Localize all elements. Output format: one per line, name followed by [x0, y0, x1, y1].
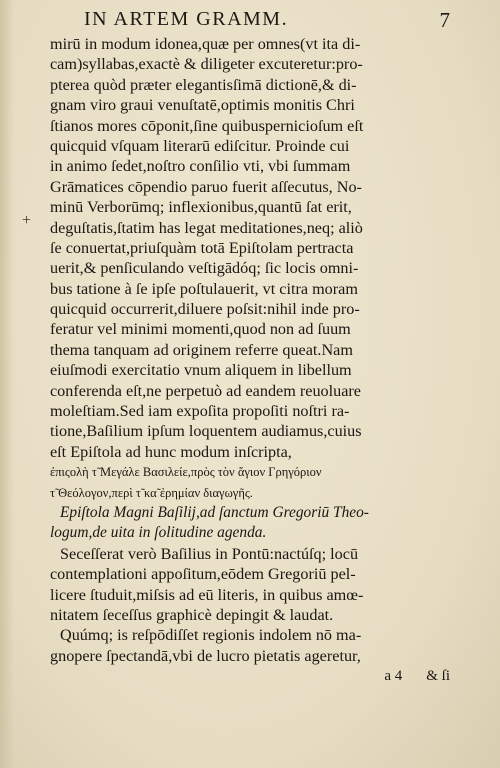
text-line: gnam viro graui venuſtatē,optimis monitis Chri — [50, 96, 355, 115]
text-block — [50, 34, 454, 687]
margin-mark: + — [22, 212, 32, 229]
text-line: in animo ſedet,noſtro conſilio vti, vbi ſummam — [50, 157, 351, 176]
running-title: IN ARTEM GRAMM. — [84, 8, 289, 30]
greek-title-line: ἐπιςολὴ τ̃ Μεγάλε Βασιλείε,πρὸς τὸν ἅγιον Γρηγόριον — [50, 465, 322, 480]
catchword: & ſi — [426, 668, 450, 685]
text-line: feratur vel minimi momenti,quod non ad ſuum — [50, 320, 351, 339]
text-line: conferenda eſt,ne perpetuò ad eandem reuoluare — [50, 381, 361, 400]
text-line: Seceſſerat verò Baſilius in Pontū:nactúſq; locū — [60, 544, 359, 563]
text-line: uerit,& penſiculando veſtigādóq; ſic locis omni- — [50, 259, 359, 278]
text-line: ſtianos mores cōponit,ſine quibuspernicioſum eſt — [50, 116, 364, 135]
text-line: mirū in modum idonea,quæ per omnes(vt ita di- — [50, 35, 361, 53]
text-line: licere ſtuduit,miſsis ad eū literis, in quibus amœ- — [50, 585, 364, 604]
text-line: gnopere ſpectandā,vbi de lucro pietatis ageretur, — [50, 646, 361, 665]
page-number: 7 — [439, 8, 450, 32]
text-line: pterea quòd præter elegantisſimā dictionē,& di- — [50, 75, 357, 94]
signature-mark: a 4 — [384, 668, 403, 685]
text-line: thema tanquam ad originem referre queat.Nam — [50, 340, 353, 359]
text-line: minū Verborūmq; inflexionibus,quantū ſat erit, — [50, 198, 352, 217]
text-line: bus tatione à ſe ipſe poſtulauerit, vt citra moram — [50, 279, 358, 298]
page-edge-shadow — [0, 0, 14, 768]
latin-title-line: logum,de uita in ſolitudine agenda. — [50, 524, 267, 542]
latin-title-line: Epiſtola Magni Baſilij,ad ſanctum Gregoriū Theo- — [60, 503, 369, 521]
text-line: contemplationi appoſitum,eōdem Gregoriū pel- — [50, 565, 356, 584]
text-line: Grāmatices cōpendio paruo fuerit aſſecutus, No- — [50, 177, 362, 196]
text-line: moleſtiam.Sed iam expoſita propoſiti noſtri ra- — [50, 402, 350, 421]
greek-title-line: τ̃ Θεόλογον,περὶ τ̃ κα̃ ἐρημίαν διαγωγῆς. — [50, 485, 253, 500]
text-line: deguſtatis,ſtatim has legat meditationes,neq; aliò — [50, 218, 363, 237]
text-line: tione,Baſilium ipſum loquentem audiamus,cuius — [50, 422, 362, 441]
text-line: cam)syllabas,exactè & diligeter excuteretur:pro- — [50, 55, 363, 74]
text-line: Quúmq; is reſpōdiſſet regionis indolem nō ma- — [60, 626, 362, 645]
text-line: eiuſmodi exercitatio vnum aliquem in libellum — [50, 361, 352, 380]
text-line: quicquid occurrerit,diluere poſsit:nihil inde pro- — [50, 300, 360, 319]
text-line: ſe conuertat,priuſquàm totā Epiſtolam pertracta — [50, 238, 354, 257]
text-line: quicquid vſquam literarū ediſcitur. Proinde cui — [50, 136, 350, 155]
text-line: eſt Epiſtola ad hunc modum inſcripta, — [50, 442, 292, 461]
page-footer — [50, 666, 454, 686]
text-line: nitatem ſeceſſus graphicè depingit & laudat. — [50, 605, 334, 624]
